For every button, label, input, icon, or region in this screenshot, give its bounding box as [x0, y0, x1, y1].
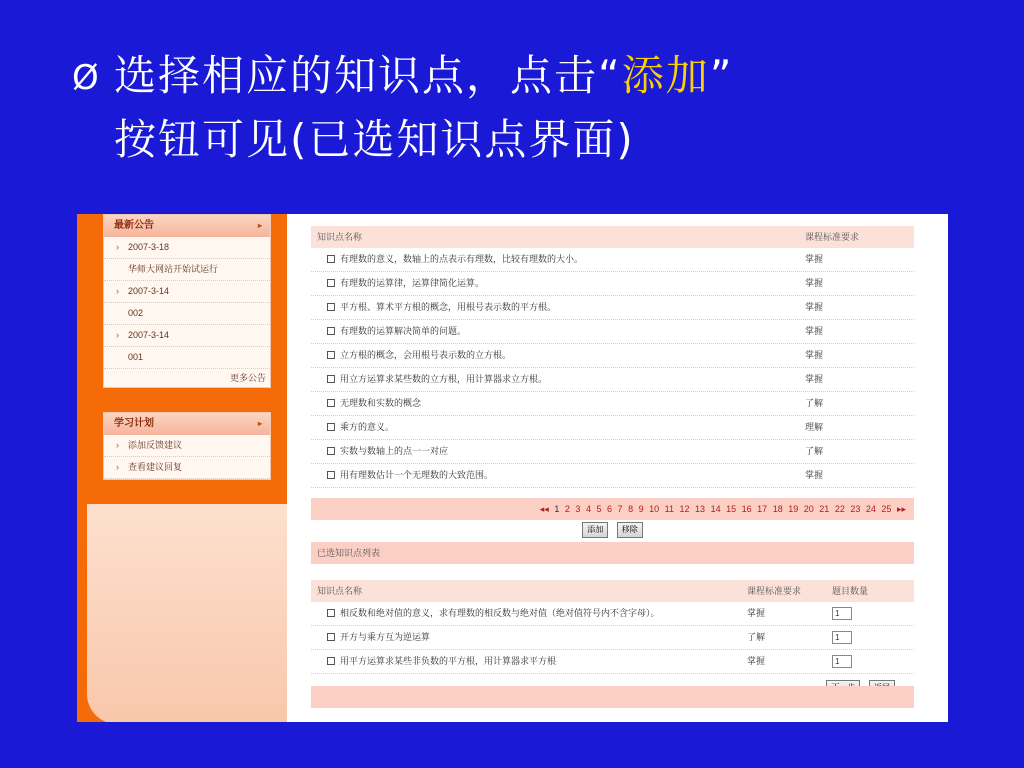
page-link[interactable]: 3: [575, 504, 581, 514]
row-checkbox[interactable]: [327, 657, 335, 665]
arrow-bullet-icon: Ø: [72, 58, 101, 98]
row-checkbox[interactable]: [327, 447, 335, 455]
row-req: 了解: [747, 632, 766, 642]
page-link[interactable]: 10: [649, 504, 660, 514]
page-link[interactable]: 8: [628, 504, 634, 514]
last-page-icon[interactable]: ▸▸: [896, 504, 906, 514]
page-link[interactable]: 1: [554, 504, 560, 514]
row-req: 了解: [805, 446, 824, 456]
page-link[interactable]: 17: [757, 504, 768, 514]
row-name: 用立方运算求某些数的立方根，用计算器求立方根。: [340, 374, 548, 384]
knowledge-section: [311, 226, 914, 698]
sidebar-decoration: [87, 504, 287, 722]
row-name: 开方与乘方互为逆运算: [340, 632, 431, 642]
remove-button[interactable]: 移除: [617, 522, 643, 538]
table-row: [311, 650, 914, 674]
news-link-1[interactable]: 华师大网站开始试运行: [104, 259, 270, 281]
title-line-2: 按钮可见(已选知识点界面): [114, 115, 635, 164]
row-checkbox[interactable]: [327, 375, 335, 383]
page-link[interactable]: 19: [788, 504, 799, 514]
page-link[interactable]: 14: [710, 504, 721, 514]
news-panel-title: 最新公告: [114, 220, 154, 231]
row-name: 有理数的运算解决简单的问题。: [340, 326, 467, 336]
news-link-2[interactable]: 002: [104, 303, 270, 325]
page-link[interactable]: 16: [741, 504, 752, 514]
view-replies-link[interactable]: › 查看建议回复: [104, 457, 270, 479]
page-link[interactable]: 11: [664, 504, 674, 514]
page-link[interactable]: 13: [695, 504, 706, 514]
title-line-1: [82, 44, 982, 108]
add-feedback-link[interactable]: › 添加反馈建议: [104, 435, 270, 457]
page-link[interactable]: 6: [607, 504, 613, 514]
page-link[interactable]: 12: [679, 504, 690, 514]
row-checkbox[interactable]: [327, 303, 335, 311]
table-row: [311, 296, 914, 320]
quantity-input[interactable]: 1: [832, 631, 852, 644]
table-row: [311, 344, 914, 368]
pagination: [311, 498, 914, 520]
page-link[interactable]: 2: [564, 504, 570, 514]
footer-bar: [311, 686, 914, 708]
row-checkbox[interactable]: [327, 327, 335, 335]
row-name: 无理数和实数的概念: [340, 398, 422, 408]
chevron-right-icon: ▸: [257, 221, 262, 230]
row-checkbox[interactable]: [327, 399, 335, 407]
app-screenshot: [77, 214, 948, 722]
chevron-right-icon: ▸: [257, 419, 262, 428]
row-checkbox[interactable]: [327, 423, 335, 431]
news-date-3: › 2007-3-14: [104, 325, 270, 347]
quantity-input[interactable]: 1: [832, 607, 852, 620]
plan-panel-title: 学习计划: [114, 418, 154, 429]
news-panel-header[interactable]: [104, 215, 270, 237]
row-req: 了解: [805, 398, 824, 408]
page-link[interactable]: 22: [834, 504, 845, 514]
row-name: 有理数的意义，数轴上的点表示有理数，比较有理数的大小。: [340, 254, 584, 264]
table-row: [311, 464, 914, 488]
page-link[interactable]: 23: [850, 504, 861, 514]
row-req: 掌握: [805, 278, 824, 288]
page-link[interactable]: 18: [772, 504, 783, 514]
row-req: 掌握: [747, 656, 766, 666]
knowledge-table-header: [311, 226, 914, 248]
row-checkbox[interactable]: [327, 633, 335, 641]
first-page-icon[interactable]: ◂◂: [539, 504, 549, 514]
row-name: 立方根的概念，会用根号表示数的立方根。: [340, 350, 512, 360]
more-news-link[interactable]: 更多公告: [229, 373, 266, 383]
row-name: 用有理数估计一个无理数的大致范围。: [340, 470, 494, 480]
add-button[interactable]: 添加: [582, 522, 608, 538]
row-req: 掌握: [805, 302, 824, 312]
table-row: [311, 248, 914, 272]
page-link[interactable]: 7: [617, 504, 623, 514]
page-link[interactable]: 5: [596, 504, 602, 514]
row-req: 掌握: [805, 254, 824, 264]
table-row: [311, 440, 914, 464]
row-name: 用平方运算求某些非负数的平方根，用计算器求平方根: [340, 656, 557, 666]
table-row: [311, 320, 914, 344]
col-header-req: 课程标准要求: [747, 586, 802, 596]
news-panel: [103, 214, 271, 388]
row-checkbox[interactable]: [327, 609, 335, 617]
selected-table-header: [311, 580, 914, 602]
row-checkbox[interactable]: [327, 255, 335, 263]
row-req: 掌握: [747, 608, 766, 618]
news-link-3[interactable]: 001: [104, 347, 270, 369]
row-name: 相反数和绝对值的意义，求有理数的相反数与绝对值（绝对值符号内不含字母）。: [340, 608, 660, 618]
row-name: 实数与数轴上的点一一对应: [340, 446, 449, 456]
row-req: 掌握: [805, 470, 824, 480]
table-row: [311, 272, 914, 296]
title-text-pre: 选择相应的知识点，点击“: [114, 51, 622, 100]
page-link[interactable]: 15: [726, 504, 737, 514]
plan-panel-header[interactable]: [104, 413, 270, 435]
row-name: 平方根、算术平方根的概念，用根号表示数的平方根。: [340, 302, 557, 312]
news-date-1: › 2007-3-18: [104, 237, 270, 259]
table-row: [311, 602, 914, 626]
col-header-req: 课程标准要求: [805, 232, 860, 242]
table-row: [311, 368, 914, 392]
table-row: [311, 626, 914, 650]
row-req: 掌握: [805, 326, 824, 336]
page-link[interactable]: 4: [585, 504, 591, 514]
main-content: [287, 214, 948, 722]
row-req: 掌握: [805, 374, 824, 384]
page-link[interactable]: 24: [865, 504, 876, 514]
col-header-name: 知识点名称: [317, 586, 363, 596]
page-link[interactable]: 21: [819, 504, 830, 514]
page-link[interactable]: 25: [881, 504, 892, 514]
row-req: 理解: [805, 422, 824, 432]
page-link[interactable]: 9: [638, 504, 644, 514]
quantity-input[interactable]: 1: [832, 655, 852, 668]
row-checkbox[interactable]: [327, 471, 335, 479]
page-link[interactable]: 20: [803, 504, 814, 514]
title-highlight: 添加: [621, 51, 710, 100]
row-req: 掌握: [805, 350, 824, 360]
col-header-qty: 题目数量: [832, 586, 869, 596]
table-row: [311, 416, 914, 440]
row-checkbox[interactable]: [327, 279, 335, 287]
table-row: [311, 392, 914, 416]
selected-list-title: 已选知识点列表: [311, 542, 914, 564]
plan-panel: [103, 412, 271, 480]
sidebar: [77, 214, 287, 722]
row-name: 乘方的意义。: [340, 422, 395, 432]
action-bar: [311, 522, 914, 542]
slide-title: [72, 44, 982, 172]
row-name: 有理数的运算律，运算律简化运算。: [340, 278, 485, 288]
col-header-name: 知识点名称: [317, 232, 363, 242]
title-text-post: ”: [709, 51, 734, 100]
news-date-2: › 2007-3-14: [104, 281, 270, 303]
row-checkbox[interactable]: [327, 351, 335, 359]
